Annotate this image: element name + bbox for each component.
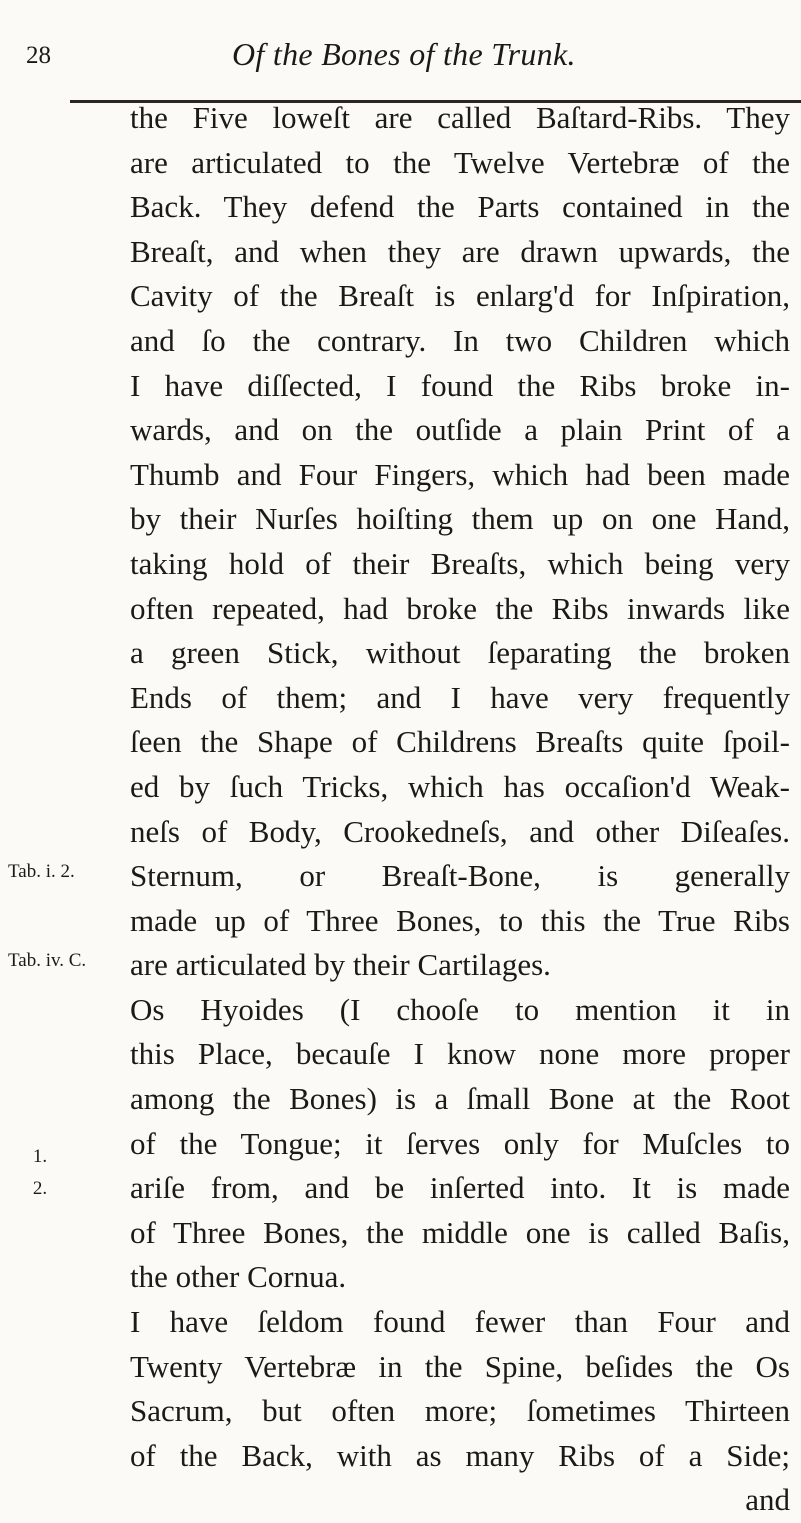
margin-note-tab-iv: Tab. iv. C. <box>8 950 87 971</box>
text-line: ariſe from, and be inſerted into. It is made <box>130 1170 790 1206</box>
catchword: and <box>745 1482 790 1518</box>
page-header <box>0 36 801 96</box>
text-line: Back. They defend the Parts contained in the <box>130 189 790 225</box>
text-line: often repeated, had broke the Ribs inwards like <box>130 590 790 626</box>
text-line: are articulated by their Cartilages. <box>130 947 551 983</box>
text-line: made up of Three Bones, to this the True Ribs <box>130 902 790 938</box>
text-line: this Place, becauſe I know none more proper <box>130 1036 790 1072</box>
text-line: a green Stick, without ſeparating the broken <box>130 635 790 671</box>
text-line: of Three Bones, the middle one is called Baſis, <box>130 1214 790 1250</box>
text-line: wards, and on the outſide a plain Print of a <box>130 412 790 448</box>
text-line: Sacrum, but often more; ſometimes Thirteen <box>130 1393 790 1429</box>
text-line-sternum: Sternum, or Breaſt-Bone, is generally <box>130 858 790 894</box>
text-line: and ſo the contrary. In two Children which <box>130 322 790 358</box>
text-line: by their Nurſes hoiſting them up on one Hand, <box>130 501 790 537</box>
text-line: are articulated to the Twelve Vertebræ of the <box>130 144 790 180</box>
margin-note-tab-i: Tab. i. 2. <box>8 861 75 882</box>
text-line: of the Tongue; it ſerves only for Muſcles to <box>130 1125 790 1161</box>
text-line: ed by ſuch Tricks, which has occaſion'd Weak- <box>130 768 790 804</box>
text-line-os-hyoides: Os Hyoides (I chooſe to mention it in <box>130 991 790 1027</box>
margin-note-1: 1. <box>32 1146 48 1167</box>
margin-note-2: 2. <box>32 1178 48 1199</box>
text-line: I have ſeldom found fewer than Four and <box>130 1304 790 1340</box>
text-line: of the Back, with as many Ribs of a Side; <box>130 1437 790 1473</box>
text-line: Twenty Vertebræ in the Spine, beſides the Os <box>130 1348 790 1384</box>
text-line: ſeen the Shape of Childrens Breaſts quite ſpoil- <box>130 724 790 760</box>
text-line: I have diſſected, I found the Ribs broke in- <box>130 367 790 403</box>
text-line: among the Bones) is a ſmall Bone at the Root <box>130 1081 790 1117</box>
body-text <box>130 96 790 1523</box>
text-line: the other Cornua. <box>130 1259 347 1295</box>
text-line: Ends of them; and I have very frequently <box>130 679 790 715</box>
text-line: the Five loweſt are called Baſtard-Ribs. They <box>130 100 790 135</box>
text-line: taking hold of their Breaſts, which being very <box>130 545 790 581</box>
text-line: Thumb and Four Fingers, which had been made <box>130 456 790 492</box>
text-line: neſs of Body, Crookedneſs, and other Diſeaſes. <box>130 813 790 849</box>
running-title: Of the Bones of the Trunk. <box>232 36 576 72</box>
page-number: 28 <box>26 42 51 69</box>
text-line: Cavity of the Breaſt is enlarg'd for Inſpiration, <box>130 278 790 314</box>
text-line: Breaſt, and when they are drawn upwards, the <box>130 233 790 269</box>
